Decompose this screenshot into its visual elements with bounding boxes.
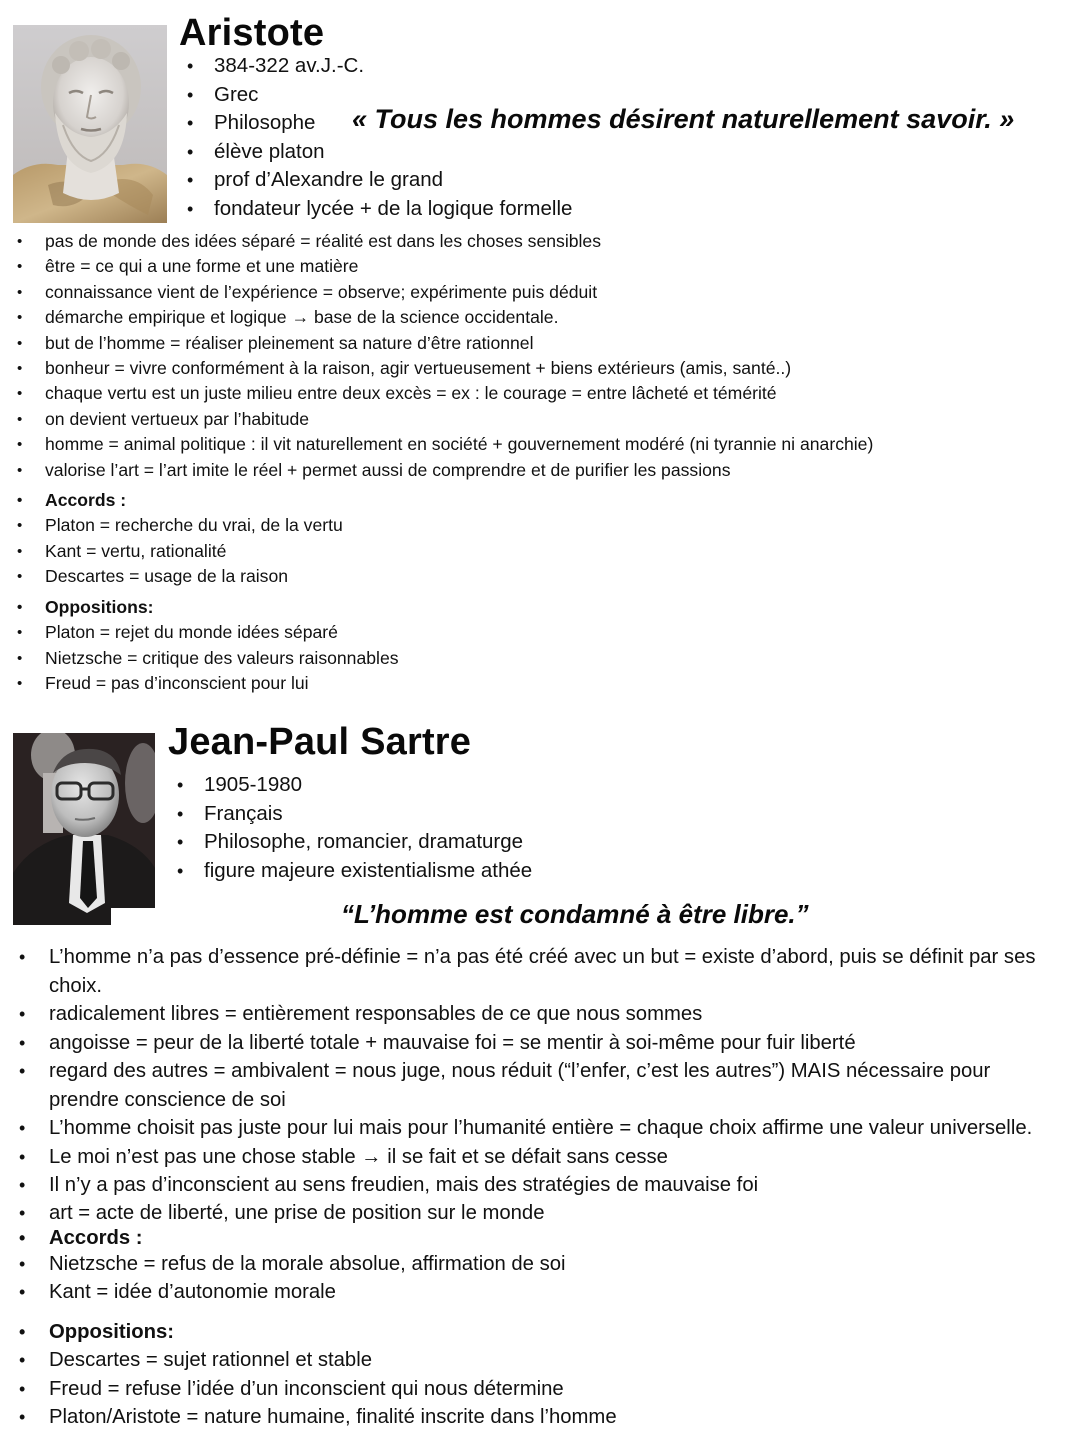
accord-item: • Nietzsche = refus de la morale absolue, affirmation de soi [0, 1250, 1080, 1279]
idea-item: • L’homme n’a pas d’essence pré-définie = n’a pas été créé avec un but = existe d’abord, puis se définit par ses choix. [0, 943, 1080, 1000]
idea-item: • angoisse = peur de la liberté totale + mauvaise foi = se mentir à soi-même pour fuir liberté [0, 1029, 1080, 1058]
fact-item: • figure majeure existentialisme athée [168, 857, 532, 886]
aristote-name: Aristote [179, 12, 325, 54]
opposition-item: • Platon/Aristote = nature humaine, finalité inscrite dans l’homme [0, 1403, 1080, 1432]
oppositions-heading: • Oppositions: [0, 595, 873, 620]
idea-item: • on devient vertueux par l’habitude [0, 407, 873, 432]
sartre-quote: “L’homme est condamné à être libre.” [341, 899, 809, 929]
fact-item: • prof d’Alexandre le grand [178, 166, 572, 195]
photo-image-icon [13, 733, 155, 925]
idea-item: • L’homme choisit pas juste pour lui mais pour l’humanité entière = chaque choix affirme une valeur universelle. [0, 1114, 1080, 1143]
idea-item: • but de l’homme = réaliser pleinement sa nature d’être rationnel [0, 331, 873, 356]
fact-item: • 384-322 av.J.-C. [178, 52, 572, 81]
opposition-item: • Freud = pas d’inconscient pour lui [0, 671, 873, 696]
oppositions-heading: • Oppositions: [0, 1318, 1080, 1347]
accord-item: • Descartes = usage de la raison [0, 564, 873, 589]
sartre-name: Jean-Paul Sartre [168, 721, 472, 763]
aristote-quote: « Tous les hommes désirent naturellement savoir. » [352, 104, 1015, 134]
fact-item: • élève platon [178, 138, 572, 167]
fact-item: • 1905-1980 [168, 771, 532, 800]
accord-item: • Kant = idée d’autonomie morale [0, 1278, 1080, 1307]
fact-item: • fondateur lycée + de la logique formelle [178, 195, 572, 224]
opposition-item: • Platon = rejet du monde idées séparé [0, 620, 873, 645]
idea-item: • démarche empirique et logique → base de la science occidentale. [0, 305, 873, 330]
bust-image-icon [13, 25, 167, 223]
fact-item: • Français [168, 800, 532, 829]
idea-item: • connaissance vient de l’expérience = observe; expérimente puis déduit [0, 280, 873, 305]
aristote-ideas-list [0, 229, 873, 696]
accord-item: • Platon = recherche du vrai, de la vertu [0, 513, 873, 538]
idea-item: • regard des autres = ambivalent = nous juge, nous réduit (“l’enfer, c’est les autres”) MAIS nécessaire pour prendre conscience de soi [0, 1057, 1050, 1114]
opposition-item: • Freud = refuse l’idée d’un inconscient qui nous détermine [0, 1375, 1080, 1404]
fact-item: • Grec [178, 81, 572, 110]
idea-item: • valorise l’art = l’art imite le réel + permet aussi de comprendre et de purifier les passions [0, 458, 873, 483]
accords-heading: • Accords : [0, 1226, 1080, 1250]
idea-item: • bonheur = vivre conformément à la raison, agir vertueusement + biens extérieurs (amis, santé..) [0, 356, 873, 381]
idea-item: • Il n’y a pas d’inconscient au sens freudien, mais des stratégies de mauvaise foi [0, 1171, 1080, 1200]
idea-item: • être = ce qui a une forme et une matière [0, 254, 873, 279]
idea-item: • Le moi n’est pas une chose stable → il se fait et se défait sans cesse [0, 1143, 1080, 1172]
sartre-portrait [13, 733, 155, 925]
idea-item: • art = acte de liberté, une prise de position sur le monde [0, 1200, 1080, 1226]
idea-item: • chaque vertu est un juste milieu entre deux excès = ex : le courage = entre lâcheté et témérité [0, 381, 873, 406]
opposition-item: • Nietzsche = critique des valeurs raisonnables [0, 646, 873, 671]
aristote-portrait [13, 25, 167, 223]
fact-item: • Philosophe [178, 109, 572, 138]
aristote-facts-list [178, 52, 572, 223]
idea-item: • radicalement libres = entièrement responsables de ce que nous sommes [0, 1000, 1080, 1029]
accord-item: • Kant = vertu, rationalité [0, 539, 873, 564]
accords-heading: • Accords : [0, 488, 873, 513]
sartre-facts-list [168, 771, 532, 885]
sartre-ideas-list [0, 943, 1080, 1432]
idea-item: • homme = animal politique : il vit naturellement en société + gouvernement modéré (ni tyrannie ni anarchie) [0, 432, 873, 457]
opposition-item: • Descartes = sujet rationnel et stable [0, 1346, 1080, 1375]
idea-item: • pas de monde des idées séparé = réalité est dans les choses sensibles [0, 229, 873, 254]
fact-item: • Philosophe, romancier, dramaturge [168, 828, 532, 857]
